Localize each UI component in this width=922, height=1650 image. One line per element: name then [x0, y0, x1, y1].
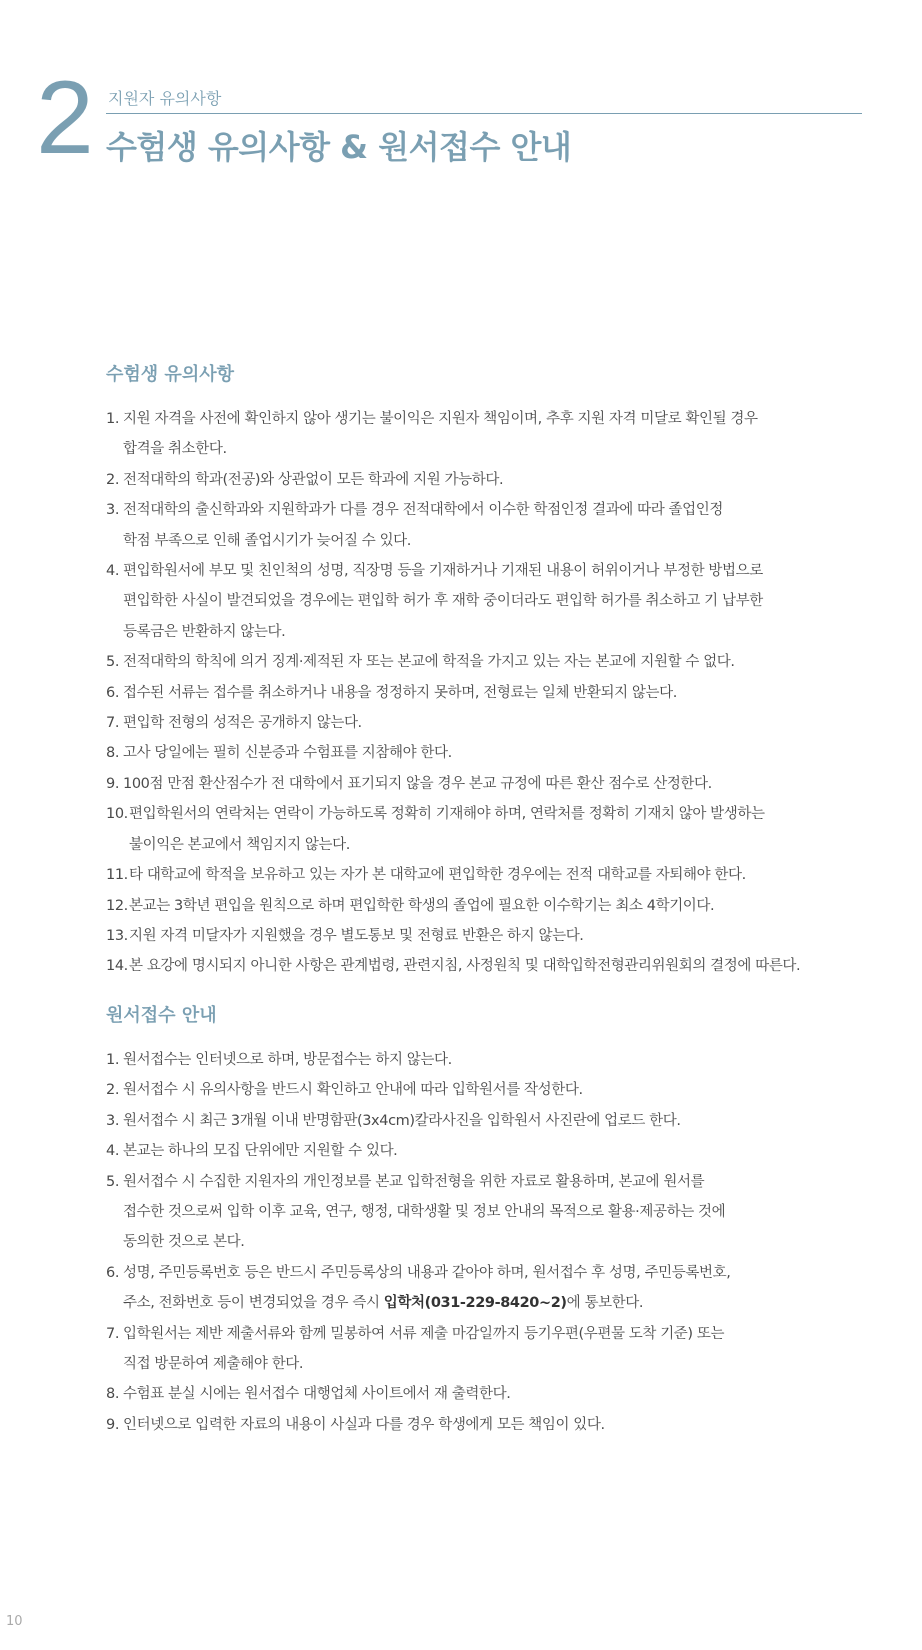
item-line: 원서접수 시 수집한 지원자의 개인정보를 본교 입학전형을 위한 자료로 활용하며, 본교에 원서를 — [123, 1173, 705, 1190]
item-text — [123, 678, 866, 708]
item-line: 입학원서는 제반 제출서류와 함께 밀봉하여 서류 제출 마감일까지 등기우편(우편물 도착 기준) 또는 — [123, 1325, 725, 1342]
list-item — [106, 860, 866, 890]
item-line: 동의한 것으로 본다. — [123, 1234, 245, 1251]
item-line: 편입학 전형의 성적은 공개하지 않는다. — [123, 715, 362, 732]
item-line: 고사 당일에는 필히 신분증과 수험표를 지참해야 한다. — [123, 745, 452, 762]
item-text — [129, 921, 866, 951]
item-number: 10. — [106, 806, 128, 823]
page-number: 10 — [6, 1614, 23, 1629]
item-text — [123, 1106, 866, 1136]
notes-list — [106, 404, 866, 982]
item-line: 지원 자격 미달자가 지원했을 경우 별도통보 및 전형료 반환은 하지 않는다. — [129, 927, 584, 944]
chapter-number: 2 — [36, 60, 94, 176]
list-item — [106, 647, 866, 677]
item-text — [129, 799, 866, 860]
list-item — [106, 891, 866, 921]
item-line: 원서접수 시 유의사항을 반드시 확인하고 안내에 따라 입학원서를 작성한다. — [123, 1082, 583, 1099]
item-number: 9. — [106, 775, 120, 792]
section-application-guide — [106, 1003, 866, 1440]
item-text — [123, 465, 866, 495]
item-line: 편입학원서의 연락처는 연락이 가능하도록 정확히 기재해야 하며, 연락처를 정확히 기재치 않아 발생하는 — [129, 806, 765, 823]
item-number: 6. — [106, 1264, 120, 1281]
list-item — [106, 799, 866, 860]
item-line: 접수한 것으로써 입학 이후 교육, 연구, 행정, 대학생활 및 정보 안내의 목적으로 활용·제공하는 것에 — [123, 1204, 726, 1221]
item-line: 지원 자격을 사전에 확인하지 않아 생기는 불이익은 지원자 책임이며, 추후 지원 자격 미달로 확인될 경우 — [123, 411, 758, 427]
item-text — [123, 647, 866, 677]
item-number: 1. — [106, 1052, 120, 1068]
list-item — [106, 1106, 866, 1136]
item-text — [123, 1045, 866, 1075]
item-text — [123, 1075, 866, 1105]
item-line: 원서접수는 인터넷으로 하며, 방문접수는 하지 않는다. — [123, 1052, 452, 1068]
list-item — [106, 404, 866, 465]
item-number: 5. — [106, 1173, 120, 1190]
item-line: 성명, 주민등록번호 등은 반드시 주민등록상의 내용과 같아야 하며, 원서접수 후 성명, 주민등록번호, — [123, 1264, 731, 1281]
item-text — [123, 1410, 866, 1440]
item-line: 전적대학의 학과(전공)와 상관없이 모든 학과에 지원 가능하다. — [123, 471, 504, 488]
item-line: 원서접수 시 최근 3개월 이내 반명함판(3x4cm)칼라사진을 입학원서 사진란에 업로드 한다. — [123, 1112, 681, 1129]
item-text — [129, 951, 866, 981]
item-line: 학점 부족으로 인해 졸업시기가 늦어질 수 있다. — [123, 532, 411, 549]
item-number: 3. — [106, 502, 120, 519]
item-line-text: 에 통보한다. — [566, 1295, 644, 1312]
item-text — [123, 1258, 866, 1319]
item-text — [123, 738, 866, 768]
item-number: 4. — [106, 1143, 120, 1160]
item-number: 13. — [106, 927, 128, 944]
list-item — [106, 1319, 866, 1380]
item-number: 14. — [106, 958, 128, 975]
list-item — [106, 769, 866, 799]
list-item — [106, 1136, 866, 1166]
item-number: 8. — [106, 1386, 120, 1403]
list-item — [106, 951, 866, 981]
item-line: 전적대학의 학칙에 의거 징계·제적된 자 또는 본교에 학적을 가지고 있는 자는 본교에 지원할 수 없다. — [123, 654, 735, 671]
item-line: 수험표 분실 시에는 원서접수 대행업체 사이트에서 재 출력한다. — [123, 1386, 511, 1403]
item-text — [123, 1379, 866, 1409]
item-line: 직접 방문하여 제출해야 한다. — [123, 1356, 304, 1373]
item-number: 5. — [106, 654, 120, 671]
section-title: 수험생 유의사항 — [106, 364, 234, 385]
item-line: 인터넷으로 입력한 자료의 내용이 사실과 다를 경우 학생에게 모든 책임이 있다. — [123, 1416, 605, 1433]
list-item — [106, 708, 866, 738]
admissions-contact: 입학처(031-229-8420~2) — [383, 1295, 567, 1312]
chapter-divider — [106, 113, 862, 114]
list-item — [106, 738, 866, 768]
chapter-subtitle: 지원자 유의사항 — [108, 89, 222, 108]
item-number: 7. — [106, 715, 120, 732]
item-line: 접수된 서류는 접수를 취소하거나 내용을 정정하지 못하며, 전형료는 일체 반환되지 않는다. — [123, 684, 677, 701]
item-number: 11. — [106, 867, 128, 884]
list-item — [106, 556, 866, 647]
item-number: 1. — [106, 411, 120, 427]
item-line: 본교는 하나의 모집 단위에만 지원할 수 있다. — [123, 1143, 398, 1160]
item-text — [123, 708, 866, 738]
item-text — [123, 1136, 866, 1166]
item-line: 타 대학교에 학적을 보유하고 있는 자가 본 대학교에 편입학한 경우에는 전적 대학교를 자퇴해야 한다. — [129, 867, 746, 884]
list-item — [106, 921, 866, 951]
list-item — [106, 1410, 866, 1440]
list-item — [106, 465, 866, 495]
item-line — [123, 1288, 866, 1318]
section-title: 원서접수 안내 — [106, 1005, 217, 1026]
item-line: 편입학한 사실이 발견되었을 경우에는 편입학 허가 후 재학 중이더라도 편입학 허가를 취소하고 기 납부한 — [123, 593, 763, 610]
item-text — [123, 1319, 866, 1380]
item-number: 8. — [106, 745, 120, 762]
item-line: 불이익은 본교에서 책임지지 않는다. — [129, 836, 350, 853]
item-text — [123, 1167, 866, 1258]
item-line: 편입학원서에 부모 및 친인척의 성명, 직장명 등을 기재하거나 기재된 내용이 허위이거나 부정한 방법으로 — [123, 563, 763, 580]
item-line: 본 요강에 명시되지 아니한 사항은 관계법령, 관련지침, 사정원칙 및 대학입학전형관리위원회의 결정에 따른다. — [129, 958, 801, 975]
item-text — [123, 495, 866, 556]
list-item — [106, 1075, 866, 1105]
item-number: 2. — [106, 1082, 120, 1099]
item-number: 7. — [106, 1325, 120, 1342]
item-number: 9. — [106, 1416, 120, 1433]
item-text — [123, 769, 866, 799]
list-item — [106, 1167, 866, 1258]
item-number: 2. — [106, 471, 120, 488]
guide-list — [106, 1045, 866, 1440]
item-text — [123, 556, 866, 647]
item-line: 본교는 3학년 편입을 원칙으로 하며 편입학한 학생의 졸업에 필요한 이수학기는 최소 4학기이다. — [129, 897, 715, 914]
page-title: 수험생 유의사항 & 원서접수 안내 — [106, 128, 572, 166]
list-item — [106, 1379, 866, 1409]
item-number: 3. — [106, 1112, 120, 1129]
list-item — [106, 495, 866, 556]
item-line-text: 주소, 전화번호 등이 변경되었을 경우 즉시 — [123, 1295, 384, 1312]
item-number: 12. — [106, 897, 128, 914]
item-line: 전적대학의 출신학과와 지원학과가 다를 경우 전적대학에서 이수한 학점인정 결과에 따라 졸업인정 — [123, 502, 723, 519]
item-text — [123, 404, 866, 465]
item-line: 등록금은 반환하지 않는다. — [123, 623, 286, 640]
item-text — [129, 860, 866, 890]
section-applicant-notes — [106, 362, 866, 982]
item-line: 100점 만점 환산점수가 전 대학에서 표기되지 않을 경우 본교 규정에 따른 환산 점수로 산정한다. — [123, 775, 712, 792]
list-item — [106, 678, 866, 708]
list-item — [106, 1045, 866, 1075]
item-number: 4. — [106, 563, 120, 580]
list-item — [106, 1258, 866, 1319]
item-text — [129, 891, 866, 921]
item-line: 합격을 취소한다. — [123, 441, 227, 458]
item-number: 6. — [106, 684, 120, 701]
